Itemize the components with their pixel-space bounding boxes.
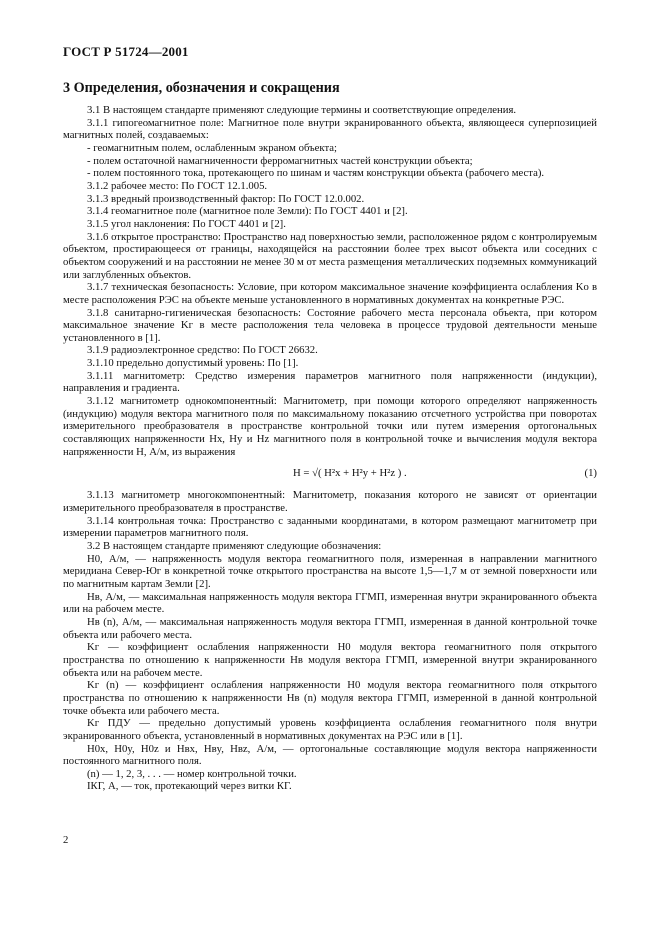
formula-number: (1): [584, 467, 597, 480]
paragraph: H0, А/м, — напряженность модуля вектора геомагнитного поля, измеренная в направлении магнитного меридиана Север-Юг в конкретной точке открытого пространства на высоте 1,5—1,7 м от земной поверхности или по магнитным картам Земли [2].: [63, 552, 597, 590]
formula-line: [63, 464, 597, 482]
paragraph: 3.1.10 предельно допустимый уровень: По [1].: [87, 357, 299, 370]
paragraph: Kг (n) — коэффициент ослабления напряженности H0 модуля вектора геомагнитного поля открытого пространства по отношению к напряженности Hв (n) модуля вектора ГГМП, измеренной в данной контрольной точке объекта или рабочего места.: [63, 679, 597, 717]
paragraph: 3.1.2 рабочее место: По ГОСТ 12.1.005.: [87, 179, 268, 192]
paragraph: 3.1.13 магнитометр многокомпонентный: Магнитометр, показания которого не зависят от ориентации измерительного преобразователя в пространстве.: [63, 489, 597, 515]
paragraph: 3.1.6 открытое пространство: Пространство над поверхностью земли, расположенное рядом с контролируемым объектом, простирающееся от границы, находящейся на расстоянии более трех высот объекта или соседних с объектом сооружений и на расстоянии не менее 30 м от места размещения металлических подземных коммуникаций или заглубленных объектов.: [63, 230, 597, 281]
bullet-item: - геомагнитным полем, ослабленным экраном объекта;: [87, 141, 337, 154]
paragraph: 3.1.4 геомагнитное поле (магнитное поле Земли): По ГОСТ 4401 и [2].: [87, 205, 408, 218]
section-title: 3 Определения, обозначения и сокращения: [63, 80, 340, 96]
bullet-item: - полем постоянного тока, протекающего по шинам и частям конструкции объекта (рабочего места).: [87, 167, 545, 180]
paragraph: 3.1.9 радиоэлектронное средство: По ГОСТ 26632.: [87, 344, 318, 357]
paragraph: 3.1.7 техническая безопасность: Условие, при котором максимальное значение коэффициента ослабления Kо в месте расположения РЭС на объекте меньше установленного в нормативных документах на конкретные РЭС.: [63, 281, 597, 306]
paragraph: Hв, А/м, — максимальная напряженность модуля вектора ГГМП, измеренная внутри экранированного объекта или на рабочем месте.: [63, 590, 597, 616]
document-header: ГОСТ Р 51724—2001: [63, 44, 189, 59]
paragraph: H0x, H0y, H0z и Hвx, Hвy, Hвz, А/м, — ортогональные составляющие модуля вектора напряженности постоянного магнитного поля.: [63, 742, 597, 768]
paragraph: 3.2 В настоящем стандарте применяют следующие обозначения:: [87, 540, 382, 552]
document-body: [63, 104, 597, 793]
paragraph: 3.1.5 угол наклонения: По ГОСТ 4401 и [2].: [87, 217, 286, 230]
paragraph: 3.1 В настоящем стандарте применяют следующие термины и соответствующие определения.: [87, 104, 517, 116]
paragraph: (n) — 1, 2, 3, . . . — номер контрольной точки.: [87, 767, 297, 780]
paragraph: 3.1.11 магнитометр: Средство измерения параметров магнитного поля напряженности (индукции), направления и градиента.: [63, 369, 597, 395]
paragraph: Hв (n), А/м, — максимальная напряженность модуля вектора ГГМП, измеренная в данной контрольной точке объекта или рабочего места.: [63, 615, 597, 641]
paragraph: 3.1.3 вредный производственный фактор: По ГОСТ 12.0.002.: [87, 192, 365, 205]
paragraph: 3.1.8 санитарно-гигиеническая безопасность: Состояние рабочего места персонала объекта, при котором максимальное значение Kг в месте расположения тела человека в процессе трудовой деятельности меньше установленного в [1].: [63, 306, 597, 344]
paragraph: Kг — коэффициент ослабления напряженности H0 модуля вектора геомагнитного поля открытого пространства по отношению к напряженности Hв модуля вектора ГГМП, измеренной внутри экранированного объекта или на рабочем месте.: [63, 641, 597, 679]
paragraph: 3.1.12 магнитометр однокомпонентный: Магнитометр, при помощи которого определяют напряженность (индукцию) модуля вектора магнитного поля по максимальному показанию отсчетного устройства при поворотах измерительного преобразователя в пространстве контрольной точки или путем измерения ортогональных составляющих напряженности Hx, Hy и Hz магнитного поля в контрольной точке и вычисления модуля вектора напряженности H, А/м, из выражения: [63, 395, 597, 458]
page-number: 2: [63, 834, 69, 846]
paragraph: IКГ, А, — ток, протекающий через витки КГ.: [87, 780, 292, 793]
paragraph: 3.1.14 контрольная точка: Пространство с заданными координатами, в котором размещают магнитометр при измерении параметров магнитного поля.: [63, 514, 597, 540]
bullet-item: - полем остаточной намагниченности ферромагнитных частей конструкции объекта;: [87, 154, 473, 167]
paragraph: 3.1.1 гипогеомагнитное поле: Магнитное поле внутри экранированного объекта, являющееся суперпозицией магнитных полей, создаваемых:: [63, 116, 597, 142]
paragraph: Kг ПДУ — предельно допустимый уровень коэффициента ослабления геомагнитного поля внутри экранированного объекта, установленный в нормативных документах на РЭС или в [1].: [63, 717, 597, 742]
formula-expression: H = √( H²x + H²y + H²z ) .: [293, 467, 407, 480]
